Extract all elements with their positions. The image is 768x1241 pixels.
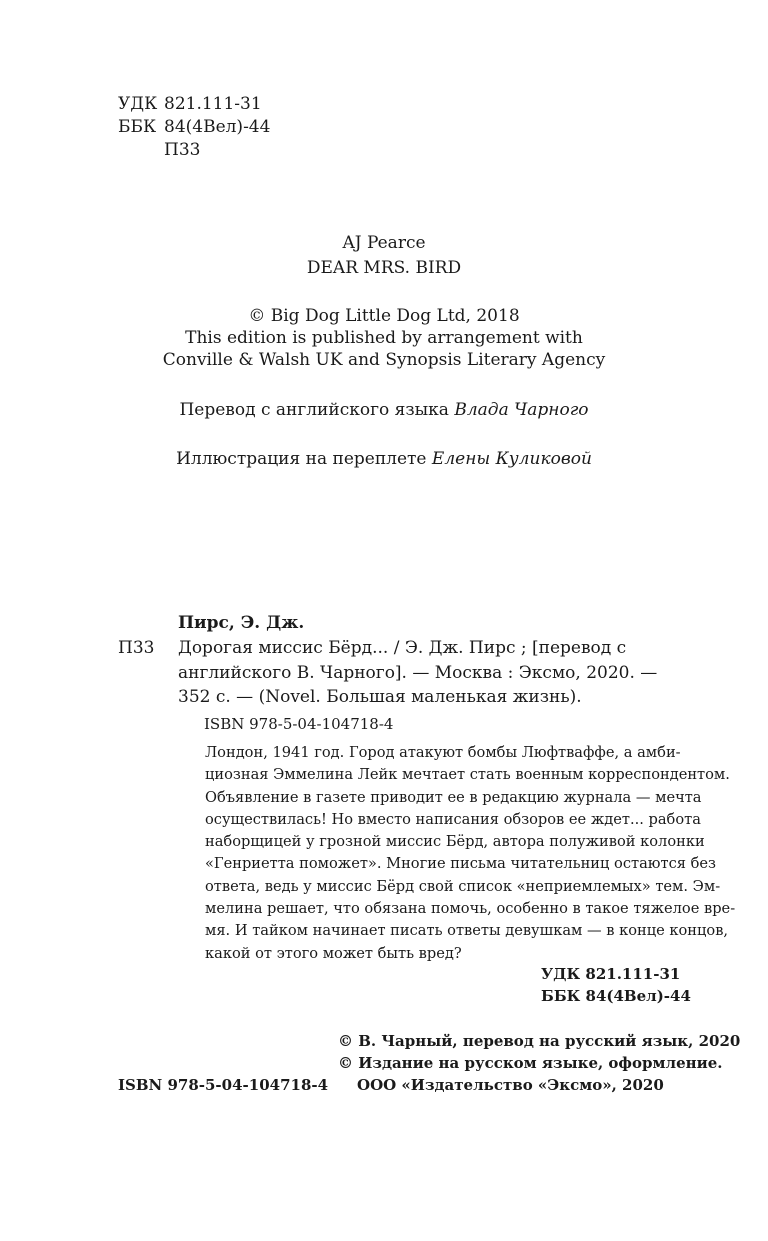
entry-line-1: Дорогая миссис Бёрд... / Э. Дж. Пирс ; [перевод с bbox=[178, 638, 627, 658]
annotation bbox=[205, 742, 736, 965]
translator-name: Влада Чарного bbox=[454, 400, 589, 420]
annotation-line: циозная Эммелина Лейк мечтает стать военным корреспондентом. bbox=[205, 766, 730, 784]
annotation-line: Лондон, 1941 год. Город атакуют бомбы Люфтваффе, а амби- bbox=[205, 744, 681, 761]
original-title: DEAR MRS. BIRD bbox=[306, 258, 462, 278]
entry-mark: П33 bbox=[118, 638, 155, 658]
bbk-line bbox=[118, 116, 270, 139]
entry-line-2: английского В. Чарного]. — Москва : Эксмо, 2020. — bbox=[178, 663, 658, 683]
bbk-label: ББК bbox=[118, 117, 157, 137]
udk-line bbox=[118, 93, 270, 116]
annotation-line: мелина решает, что обязана помочь, особенно в такое тяжелое вре- bbox=[205, 900, 736, 918]
author-mark: П33 bbox=[164, 140, 201, 160]
udk-label: УДК bbox=[118, 94, 158, 114]
copyright-ru-1: © В. Чарный, перевод на русский язык, 2020 bbox=[338, 1032, 741, 1050]
udk-value: 821.111-31 bbox=[164, 94, 262, 114]
copyright-ru-2: © Издание на русском языке, оформление. bbox=[338, 1054, 723, 1072]
annotation-line: Объявление в газете приводит ее в редакцию журнала — мечта bbox=[205, 788, 702, 806]
copyright-ru-3: ООО «Издательство «Эксмо», 2020 bbox=[357, 1076, 664, 1094]
annotation-line: мя. И тайком начинает писать ответы девушкам — в конце концов, bbox=[205, 922, 729, 940]
footer-udk: УДК 821.111-31 bbox=[541, 965, 681, 983]
annotation-line: какой от этого может быть вред? bbox=[205, 944, 462, 962]
footer-bbk: ББК 84(4Вел)-44 bbox=[541, 987, 691, 1005]
annotation-line: осуществилась! Но вместо написания обзоров ее ждет... работа bbox=[205, 810, 701, 828]
copyright-original-2: This edition is published by arrangement with bbox=[185, 328, 583, 348]
copyright-original-1: © Big Dog Little Dog Ltd, 2018 bbox=[248, 306, 520, 326]
isbn-bottom: ISBN 978-5-04-104718-4 bbox=[118, 1076, 329, 1094]
bbk-value: 84(4Вел)-44 bbox=[164, 117, 271, 137]
illustrator-name: Елены Куликовой bbox=[431, 449, 592, 469]
original-author: AJ Pearce bbox=[342, 233, 426, 253]
entry-isbn: ISBN 978-5-04-104718-4 bbox=[204, 715, 394, 733]
annotation-line: наборщицей у грозной миссис Бёрд, автора полуживой колонки bbox=[205, 833, 705, 851]
annotation-line: «Генриетта поможет». Многие письма читательниц остаются без bbox=[205, 855, 716, 873]
translation-prefix: Перевод с английского языка bbox=[179, 400, 449, 420]
author-mark-line bbox=[118, 139, 270, 162]
annotation-line: ответа, ведь у миссис Бёрд свой список «неприемлемых» тем. Эм- bbox=[205, 877, 721, 895]
illustration-credit bbox=[0, 448, 768, 470]
classification-block bbox=[118, 93, 270, 162]
entry-heading: Пирс, Э. Дж. bbox=[178, 613, 305, 633]
illustration-prefix: Иллюстрация на переплете bbox=[176, 449, 427, 469]
copyright-original-3: Conville & Walsh UK and Synopsis Literary Agency bbox=[162, 350, 606, 370]
entry-line-3: 352 с. — (Novel. Большая маленькая жизнь). bbox=[178, 687, 582, 707]
translation-credit bbox=[0, 399, 768, 421]
